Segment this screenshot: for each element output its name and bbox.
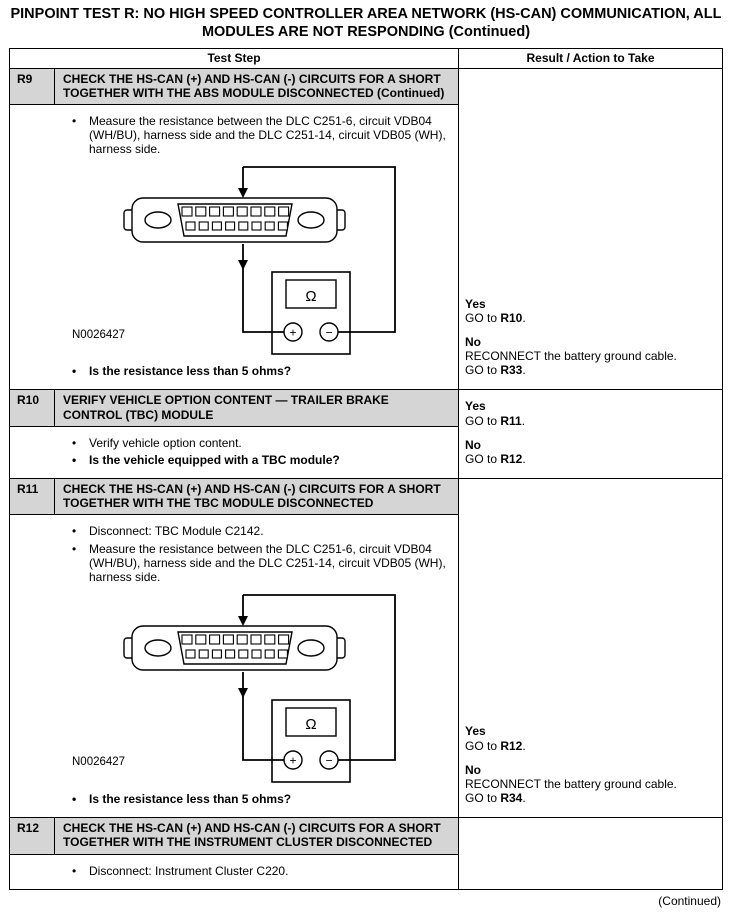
no-action — [465, 452, 714, 466]
continued-note: (Continued) — [658, 893, 721, 908]
yes-action — [465, 739, 714, 753]
instruction-item: • Verify vehicle option content. — [70, 436, 446, 450]
goto-text: GO to — [465, 310, 501, 325]
page-title-line1: PINPOINT TEST R: NO HIGH SPEED CONTROLLER AREA NETWORK (HS-CAN) COMMUNICATION, ALL — [10, 6, 722, 22]
plus-sign: + — [289, 325, 297, 340]
plus-sign: + — [289, 753, 297, 768]
question-list — [70, 792, 446, 806]
instruction-list — [70, 524, 446, 584]
pinpoint-test-table — [9, 48, 723, 889]
dlc-connector — [124, 626, 345, 670]
figure-id-label: N0026427 — [72, 328, 126, 341]
step-body-r9 — [10, 105, 458, 390]
result-cell-r9 — [458, 69, 722, 390]
result-no — [465, 335, 714, 377]
goto-suffix: . — [521, 413, 526, 428]
dlc-connector — [124, 198, 345, 242]
yes-label: Yes — [465, 399, 486, 414]
column-header-result: Result / Action to Take — [458, 49, 722, 67]
no-action — [465, 791, 714, 805]
result-yes — [465, 724, 714, 752]
step-question: • Is the vehicle equipped with a TBC module? — [70, 453, 446, 467]
goto-suffix: . — [522, 791, 526, 806]
instruction-list — [70, 864, 446, 878]
column-header-test-step: Test Step — [207, 51, 261, 66]
result-yes — [465, 399, 714, 427]
instruction-item: • Disconnect: TBC Module C2142. — [70, 524, 446, 538]
goto-text: GO to — [465, 413, 501, 428]
minus-sign: − — [325, 325, 333, 340]
yes-label: Yes — [465, 724, 486, 739]
yes-label: Yes — [465, 296, 486, 311]
step-body-r11 — [10, 515, 458, 817]
result-no — [465, 438, 714, 466]
step-id-r9: R9 — [10, 69, 55, 104]
test-step-row-r9 — [10, 69, 722, 391]
goto-ref: R11 — [500, 413, 522, 428]
goto-text: GO to — [465, 738, 501, 753]
step-title-r10: VERIFY VEHICLE OPTION CONTENT — TRAILER BRAKE CONTROL (TBC) MODULE — [63, 393, 389, 422]
step-id-r11: R11 — [10, 479, 55, 514]
goto-suffix: . — [522, 310, 526, 325]
step-cell-r9 — [10, 69, 458, 390]
ohm-symbol: Ω — [305, 288, 317, 306]
yes-action — [465, 414, 714, 428]
test-step-row-r11 — [10, 479, 722, 818]
no-label: No — [465, 762, 481, 777]
step-cell-r10 — [10, 390, 458, 478]
goto-suffix: . — [522, 363, 526, 378]
step-title-r9: CHECK THE HS-CAN (+) AND HS-CAN (-) CIRCUITS FOR A SHORT TOGETHER WITH THE ABS MODULE DISCONNECTED (Continued) — [63, 71, 445, 100]
goto-text: GO to — [465, 451, 501, 466]
step-cell-r11 — [10, 479, 458, 817]
step-header-r9 — [10, 69, 458, 105]
page-title-line2: MODULES ARE NOT RESPONDING (Continued) — [201, 23, 531, 40]
step-id-r12: R12 — [10, 818, 55, 853]
minus-sign: − — [325, 753, 333, 768]
test-step-row-r12 — [10, 818, 722, 888]
no-action-extra: RECONNECT the battery ground cable. — [465, 349, 677, 364]
step-title-r11: CHECK THE HS-CAN (+) AND HS-CAN (-) CIRCUITS FOR A SHORT TOGETHER WITH THE TBC MODULE DISCONNECTED — [63, 482, 441, 511]
result-cell-r12 — [458, 818, 722, 888]
step-question: • Is the resistance less than 5 ohms? — [70, 792, 446, 806]
goto-text: GO to — [465, 363, 501, 378]
ohm-symbol: Ω — [305, 716, 317, 734]
goto-ref: R33 — [500, 363, 523, 378]
step-question: • Is the resistance less than 5 ohms? — [70, 364, 446, 378]
dlc-ohmmeter-diagram — [112, 164, 412, 358]
step-id-r10: R10 — [10, 390, 55, 425]
table-header-row — [10, 49, 722, 68]
step-header-r10 — [10, 390, 458, 426]
goto-suffix: . — [522, 738, 526, 753]
result-cell-r10 — [458, 390, 722, 478]
result-no — [465, 763, 714, 805]
goto-ref: R34 — [500, 791, 523, 806]
no-action-extra: RECONNECT the battery ground cable. — [465, 776, 677, 791]
instruction-list — [70, 114, 446, 156]
no-label: No — [465, 335, 481, 349]
resistance-measurement-figure — [70, 164, 446, 360]
instruction-list — [70, 436, 446, 467]
goto-ref: R10 — [500, 310, 523, 325]
resistance-measurement-figure — [70, 592, 446, 788]
instruction-item: • Disconnect: Instrument Cluster C220. — [70, 864, 446, 878]
goto-text: GO to — [465, 791, 501, 806]
question-list — [70, 364, 446, 378]
step-cell-r12 — [10, 818, 458, 888]
no-label: No — [465, 437, 481, 452]
instruction-item: • Measure the resistance between the DLC C251-6, circuit VDB04 (WH/BU), harness side and the DLC C251-14, circuit VDB05 (WH), harness side. — [70, 542, 446, 584]
test-step-row-r10 — [10, 390, 722, 479]
result-yes — [465, 297, 714, 325]
step-body-r12 — [10, 855, 458, 889]
step-title-r12: CHECK THE HS-CAN (+) AND HS-CAN (-) CIRCUITS FOR A SHORT TOGETHER WITH THE INSTRUMENT CLUSTER DISCONNECTED — [63, 821, 441, 850]
figure-id-label: N0026427 — [72, 756, 126, 769]
yes-action — [465, 311, 714, 325]
dlc-ohmmeter-diagram — [112, 592, 412, 786]
step-header-r12 — [10, 818, 458, 854]
step-header-r11 — [10, 479, 458, 515]
page-title — [9, 6, 723, 41]
result-cell-r11 — [458, 479, 722, 817]
instruction-item: • Measure the resistance between the DLC C251-6, circuit VDB04 (WH/BU), harness side and the DLC C251-14, circuit VDB05 (WH), harness side. — [70, 114, 446, 156]
step-body-r10 — [10, 427, 458, 478]
goto-suffix: . — [522, 451, 526, 466]
goto-ref: R12 — [500, 451, 523, 466]
no-action — [465, 363, 714, 377]
goto-ref: R12 — [500, 738, 523, 753]
